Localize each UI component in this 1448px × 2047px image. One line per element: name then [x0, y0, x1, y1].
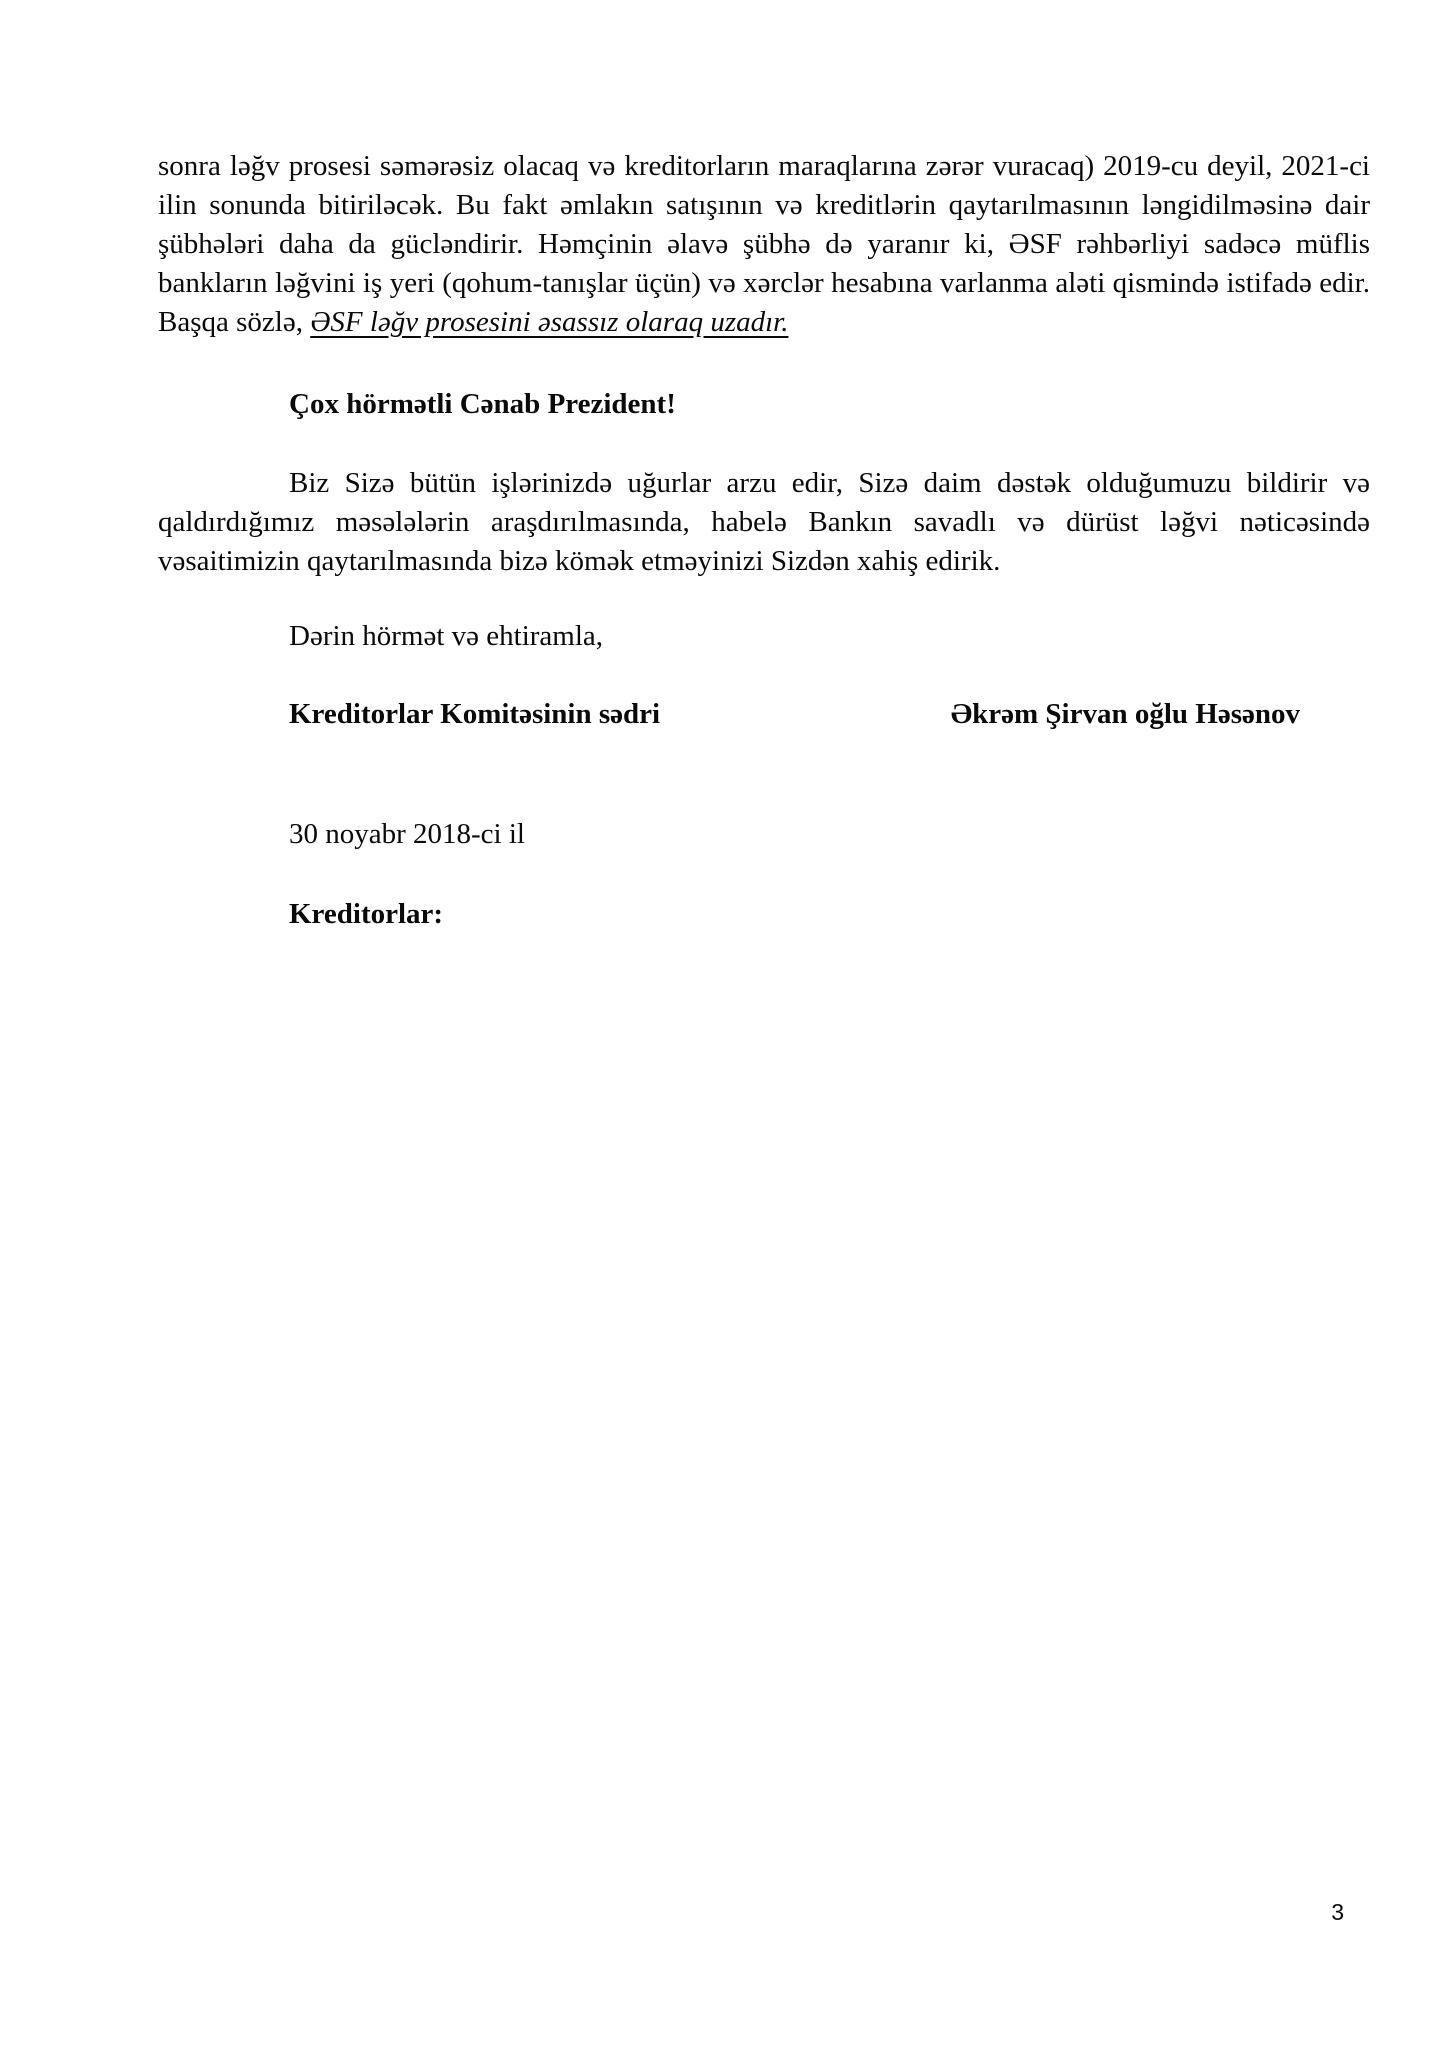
signature-row — [158, 695, 1370, 734]
page-number: 3 — [1331, 1899, 1344, 1925]
body-paragraph-2: Biz Sizə bütün işlərinizdə uğurlar arzu edir, Sizə daim dəstək olduğumuzu bildirir və qaldırdığımız məsələlərin araşdırılmasında, habelə Bankın savadlı və dürüst ləğvi nəticəsində vəsaitimizin qaytarılmasında bizə kömək etməyinizi Sizdən xahiş edirik. — [158, 467, 1370, 577]
salutation-heading: Çox hörmətli Cənab Prezident! — [289, 388, 676, 420]
closing-line: Dərin hörmət və ehtiramla, — [289, 620, 604, 652]
body-paragraph-1-text: sonra ləğv prosesi səmərəsiz olacaq və kreditorların maraqlarına zərər vuracaq) 2019-cu deyil, 2021-ci ilin sonunda bitiriləcək. Bu fakt əmlakın satışının və kreditlərin qaytarılmasının ləngidilməsinə dair şübhələri daha da gücləndirir. Həmçinin əlavə şübhə də yaranır ki, ƏSF rəhbərliyi sadəcə müflis bankların ləğvini iş yeri (qohum-tanışlar üçün) və xərclər hesabına varlanma aləti qismində istifadə edir. Başqa sözlə, — [158, 150, 1370, 338]
body-paragraph-1-emphasis-underlined: ƏSF ləğv prosesini əsassız olaraq uzadır. — [310, 306, 789, 338]
body-paragraph-1 — [158, 147, 1370, 342]
signature-title: Kreditorlar Komitəsinin sədri — [289, 698, 661, 730]
date-line: 30 noyabr 2018-ci il — [289, 818, 525, 850]
signature-name: Əkrəm Şirvan oğlu Həsənov — [950, 698, 1300, 730]
document-content — [158, 147, 1370, 934]
creditors-label: Kreditorlar: — [289, 898, 444, 930]
